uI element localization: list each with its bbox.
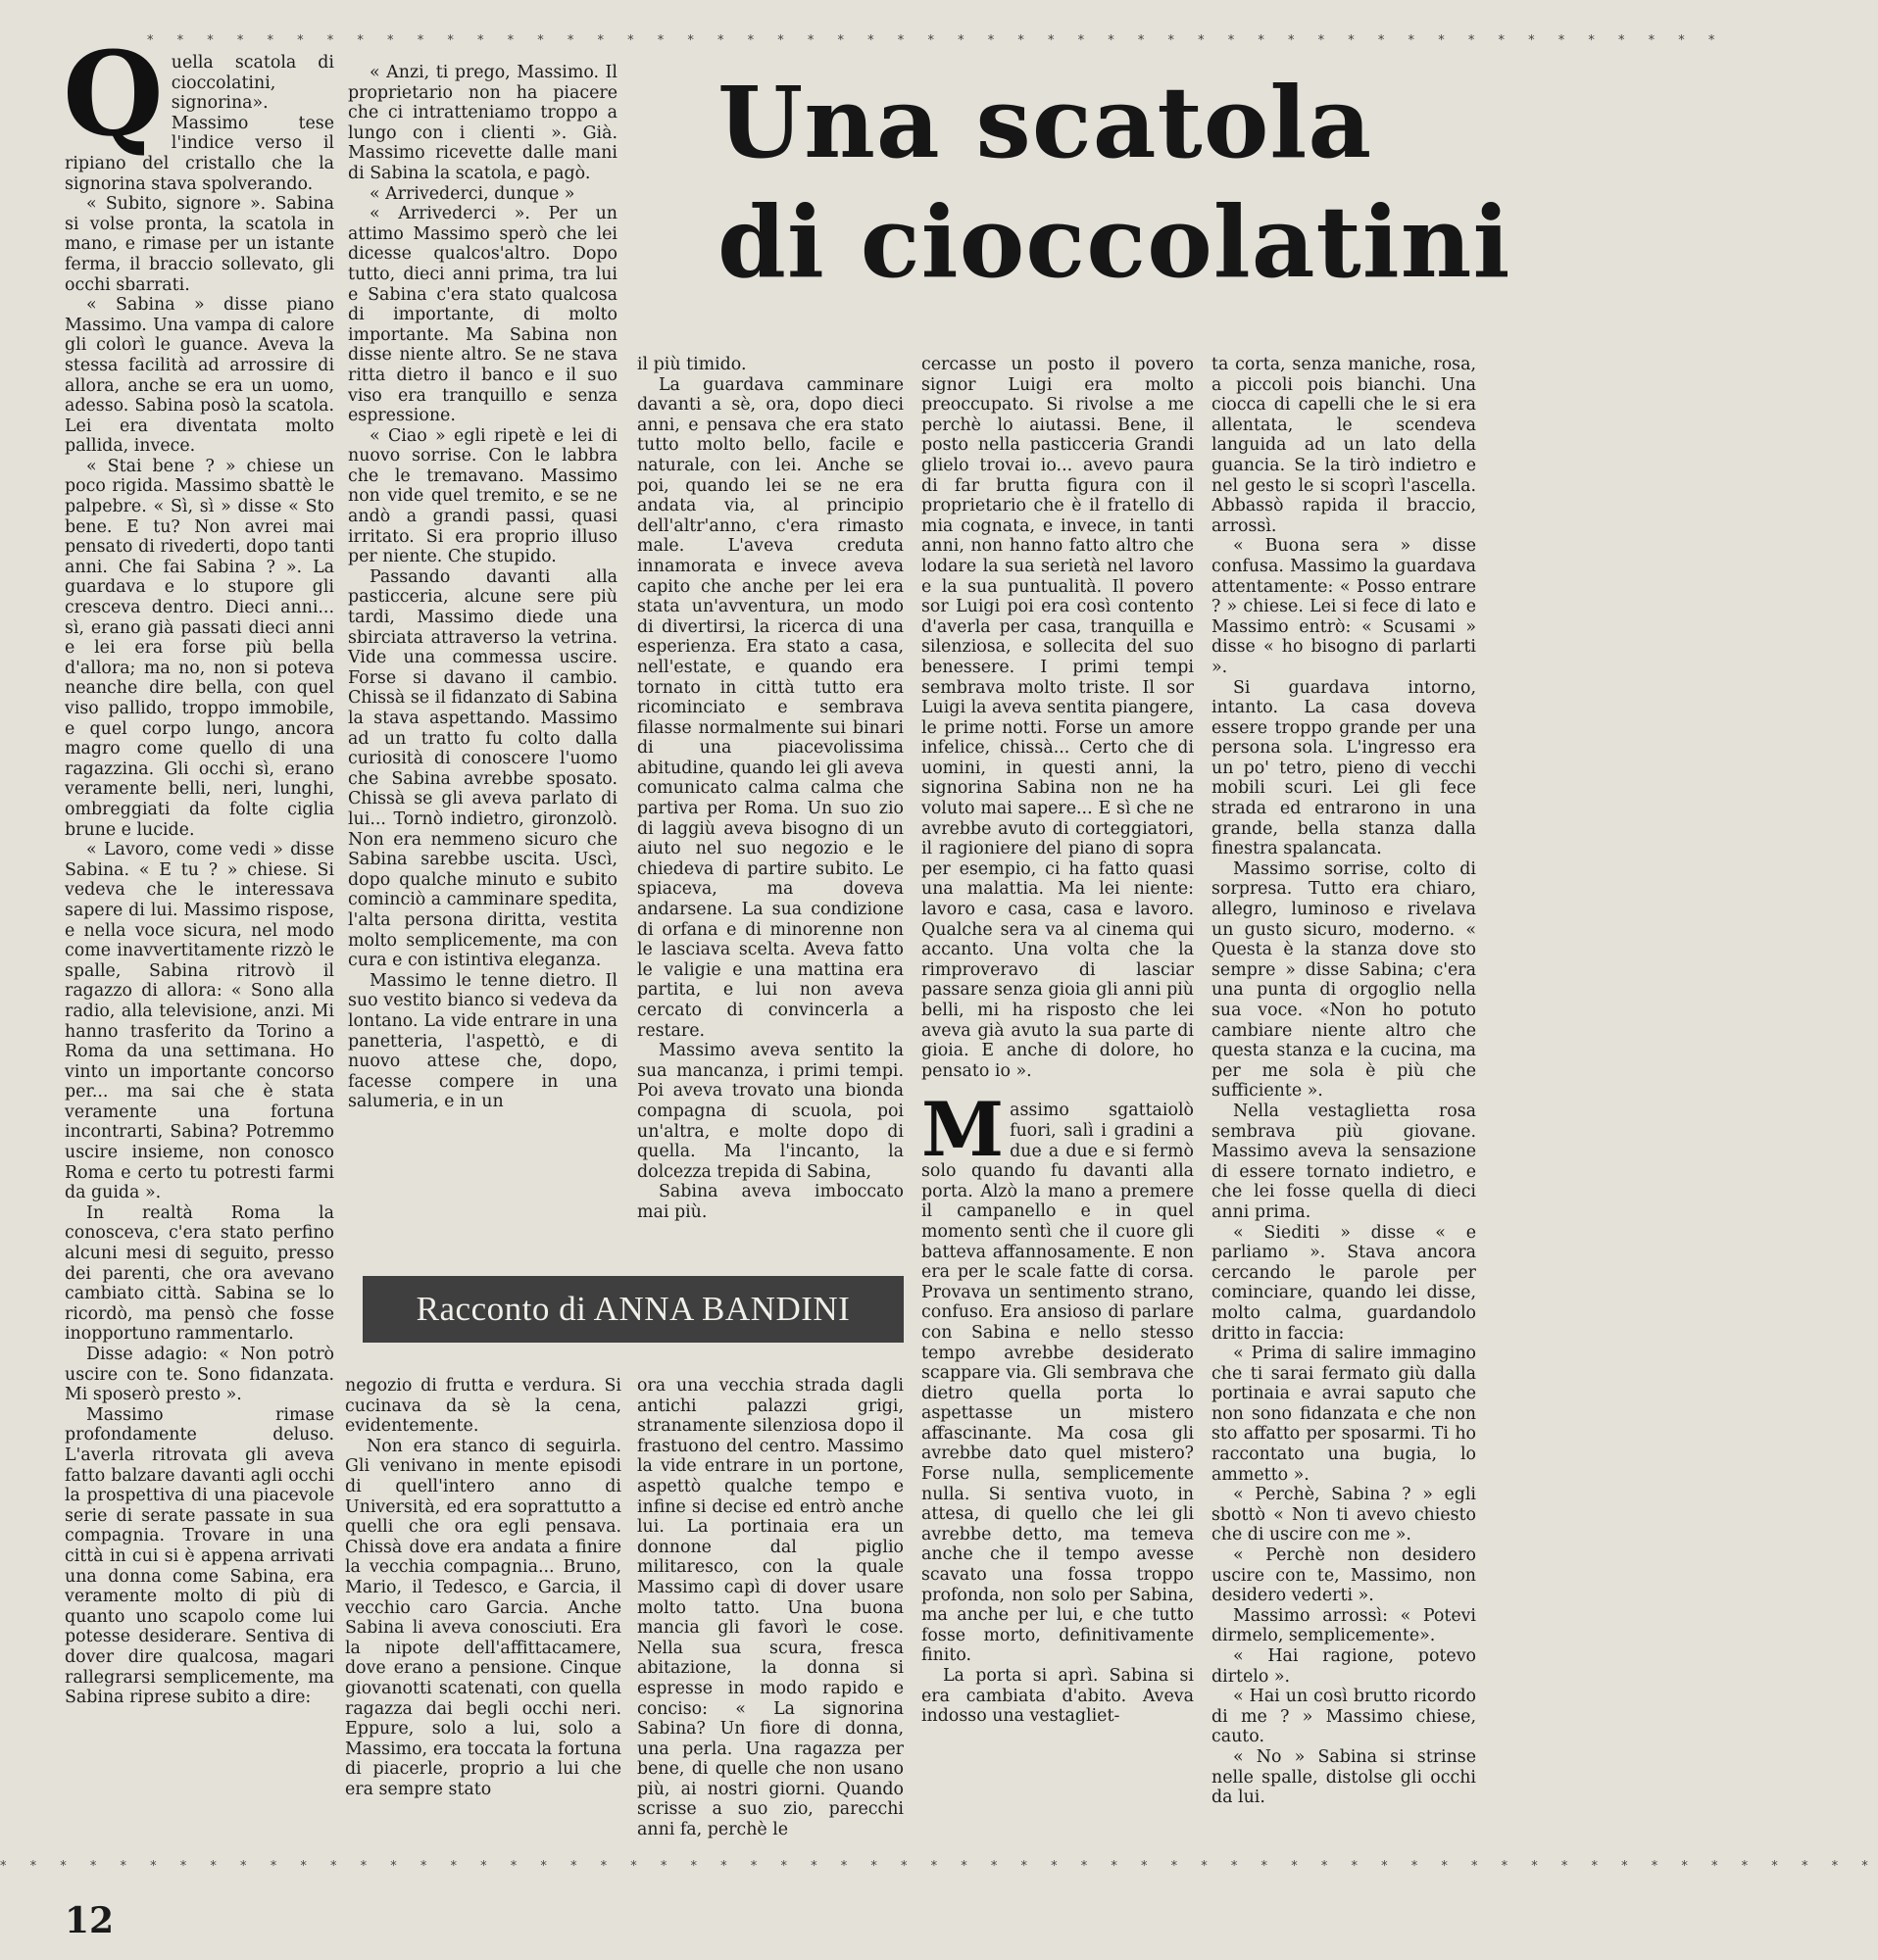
paragraph: ta corta, senza maniche, rosa, a piccoli pois bianchi. Una ciocca di capelli che le si era allentata, le scendeva languida ad un lato della guancia. Se la tirò indietro e nel gesto le si scoprì l'ascella. Abbassò rapida il braccio, arrossì. [1211,355,1476,536]
paragraph: « Arrivederci, dunque » [370,183,575,204]
paragraph: Massimo rimase profondamente deluso. L'averla ritrovata gli aveva fatto balzare davanti agli occhi la prospettiva di una piacevole serie di serate passate in sua compagnia. Trovare in una città in cui si è appena arrivati una donna come Sabina, era veramente molto di più di quanto uno scapolo come lui potesse desiderare. Sentiva di dover dire qualcosa, magari rallegrarsi semplicemente, ma Sabina riprese subito a dire: [65,1404,334,1708]
paragraph: Disse adagio: « Non potrò uscire con te. Sono fidanzata. Mi sposerò presto ». [65,1345,334,1405]
paragraph: Massimo arrossì: « Potevi dirmelo, semplicemente». [1211,1605,1476,1646]
column-4 [921,355,1194,1844]
paragraph: « Perchè, Sabina ? » egli sbottò « Non ti avevo chiesto che di uscire con me ». [1211,1485,1476,1545]
paragraph: Massimo le tenne dietro. Il suo vestito bianco si vedeva da lontano. La vide entrare in una panetteria, l'aspettò, e di nuovo attese che, dopo, facesse compere in una salumeria, e in un [348,970,618,1112]
paragraph: « Lavoro, come vedi » disse Sabina. « E tu ? » chiese. Si vedeva che le interessava sapere di lui. Massimo rispose, e nella voce sicura, nel modo come inavvertitamente rizzò le spalle, Sabina ritrovò il ragazzo di allora: « Sono alla radio, alla televisione, anzi. Mi hanno trasferito da Torino a Roma da una settimana. Ho vinto un importante concorso per... ma sai che è stata veramente una fortuna incontrarti, Sabina? Potremmo uscire insieme, non conosco Roma e certo tu potresti farmi da guida ». [65,840,334,1203]
paragraph: « No » Sabina si strinse nelle spalle, distolse gli occhi da lui. [1211,1746,1476,1808]
opening-paragraph: uella scatola di cioccolatini, signorina». Massimo tese l'indice verso il ripiano del cristallo che la signorina stava spolverando. [65,53,334,194]
paragraph: Si guardava intorno, intanto. La casa doveva essere troppo grande per una persona sola. L'ingresso era un po' tetro, pieno di vecchi mobili scuri. Lei gli fece strada ed entrarono in una grande, bella stanza dalla finestra spalancata. [1211,677,1476,859]
column-2-bottom [345,1376,621,1844]
paragraph: Non era stanco di seguirla. Gli venivano in mente episodi di quell'intero anno di Università, ed era soprattutto a quelli che ora egli pensava. Chissà dove era andata a finire la vecchia compagnia... Bruno, Mario, il Tedesco, e Garcia, il vecchio caro Garcia. Anche Sabina li aveva conosciuti. Era la nipote dell'affittacamere, dove erano a pensione. Cinque giovanotti scatenati, con quella ragazza dai begli occhi neri. Eppure, solo a lui, solo a Massimo, era toccata la fortuna di piacerle, proprio a lui che era sempre stato [345,1436,621,1799]
paragraph: Sabina aveva imboccato mai più. [637,1182,904,1222]
column-3-bottom [637,1376,904,1844]
page-number: 12 [65,1900,115,1941]
author-byline: Racconto di ANNA BANDINI [363,1276,904,1343]
decorative-star-border-bottom: * * * * * * * * * * * * * * * * * * * * * * * * * * * * * * * * * * * * * * * * * * * * * * * * * * * * * * * * * * * * * * * [0,1859,1878,1874]
column-2-top [348,63,618,1249]
decorative-star-border-top: * * * * * * * * * * * * * * * * * * * * * * * * * * * * * * * * * * * * * * * * * * * * * * * * * * * * * [147,33,1725,48]
paragraph: « Ciao » egli ripetè e lei di nuovo sorrise. Con le labbra che le tremavano. Massimo non vide quel tremito, e se ne andò a grandi passi, quasi irritato. Si era proprio illuso per niente. Che stupido. [348,425,618,567]
title-line-2: di cioccolatini [717,184,1511,300]
paragraph: In realtà Roma la conosceva, c'era stato perfino alcuni mesi di seguito, presso dei parenti, che ora avevano cambiato città. Sabina se lo ricordò, ma pensò che fosse inopportuno rammentarlo. [65,1202,334,1345]
paragraph: « Sabina » disse piano Massimo. Una vampa di calore gli colorì le guance. Aveva la stessa facilità ad arrossire di allora, anche se era un uomo, adesso. Sabina posò la scatola. Lei era diventata molto pallida, invece. [65,295,334,457]
column-5 [1211,355,1476,1844]
article-title [717,63,1511,302]
paragraph: « Subito, signore ». Sabina si volse pronta, la scatola in mano, e rimase per un istante ferma, il braccio sollevato, gli occhi sbarrati. [65,194,334,295]
paragraph: « Arrivederci ». Per un attimo Massimo sperò che lei dicesse qualcos'altro. Dopo tutto, dieci anni prima, tra lui e Sabina c'era stato qualcosa di importante, di molto importante. Ma Sabina non disse niente altro. Se ne stava ritta dietro il banco e il suo viso era tranquillo e senza espressione. [348,204,618,426]
drop-cap-q: Q [63,25,164,162]
paragraph: « Prima di salire immagino che ti sarai fermato giù dalla portinaia e avrai saputo che non sono fidanzata e che non sto affatto per sposarmi. Ti ho raccontato una bugia, lo ammetto ». [1211,1344,1476,1485]
column-1 [63,25,334,1837]
paragraph: « Siediti » disse « e parliamo ». Stava ancora cercando le parole per cominciare, quando lei disse, molto calma, guardandolo dritto in faccia: [1211,1222,1476,1344]
paragraph: La porta si aprì. Sabina si era cambiata d'abito. Aveva indosso una vestagliet- [921,1666,1194,1727]
drop-cap-m: M [921,1086,1005,1174]
paragraph: il più timido. [637,355,747,374]
title-line-1: Una scatola [717,65,1373,180]
section-opening-paragraph: assimo sgattaiolò fuori, salì i gradini a due a due e si fermò solo quando fu davanti alla porta. Alzò la mano a premere il campanello e in quel momento sentì che il cuore gli batteva affannosamente. E non era per le scale fatte di corsa. Provava un sentimento strano, confuso. Era ansioso di parlare con Sabina e nello stesso tempo avrebbe desiderato scappare via. Gli sembrava che dietro quella porta lo aspettasse un mistero affascinante. Ma cosa gli avrebbe dato quel mistero? Forse nulla, semplicemente nulla. Si sentiva vuoto, in attesa, di quello che lei gli avrebbe detto, ma temeva anche che il tempo avesse scavato una fossa troppo profonda, non solo per Sabina, ma anche per lui, e che tutto fosse morto, definitivamente finito. [921,1101,1194,1666]
paragraph: Massimo sorrise, colto di sorpresa. Tutto era chiaro, allegro, luminoso e rivelava un gusto sicuro, moderno. « Questa è la stanza dove sto sempre » disse Sabina; c'era una punta di orgoglio nella sua voce. «Non ho potuto cambiare niente altro che questa stanza e la cucina, ma per me sola è più che sufficiente ». [1211,858,1476,1102]
paragraph: « Hai ragione, potevo dirtelo ». [1211,1646,1476,1687]
paragraph: Massimo aveva sentito la sua mancanza, i primi tempi. Poi aveva trovato una bionda compagna di scuola, poi un'altra, e molte dopo di quella. Ma l'incanto, la dolcezza trepida di Sabina, [637,1041,904,1182]
paragraph: « Stai bene ? » chiese un poco rigida. Massimo sbattè le palpebre. « Sì, sì » disse « Sto bene. E tu? Non avrei mai pensato di rivederti, dopo tanti anni. Che fai Sabina ? ». La guardava e lo stupore gli cresceva dentro. Dieci anni... sì, erano già passati dieci anni e lei era forse più bella d'allora; ma no, non si poteva neanche dire bella, con quel viso pallido, troppo immobile, e quel corpo lungo, ancora magro come quello di una ragazzina. Gli occhi sì, erano veramente belli, neri, lunghi, ombreggiati da folte ciglia brune e lucide. [65,456,334,840]
paragraph: Passando davanti alla pasticceria, alcune sere più tardi, Massimo diede una sbirciata attraverso la vetrina. Vide una commessa uscire. Forse si davano il cambio. Chissà se il fidanzato di Sabina la stava aspettando. Massimo ad un tratto fu colto dalla curiosità di conoscere l'uomo che Sabina avrebbe sposato. Chissà se gli aveva parlato di lui... Tornò indietro, gironzolò. Non era nemmeno sicuro che Sabina sarebbe uscita. Uscì, dopo qualche minuto e subito cominciò a camminare spedita, l'alta persona diritta, vestita molto semplicemente, ma con cura e con istintiva eleganza. [348,566,618,971]
paragraph: ora una vecchia strada dagli antichi palazzi grigi, stranamente silenziosa dopo il frastuono del centro. Massimo la vide entrare in un portone, aspettò qualche tempo e infine si decise ed entrò anche lui. La portinaia era un donnone dal piglio militaresco, con la quale Massimo capì di dover usare molto tatto. Una buona mancia gli favorì le cose. Nella sua scura, fresca abitazione, la donna si espresse in modo rapido e conciso: « La signorina Sabina? Un fiore di donna, una perla. Una ragazza per bene, di quelle che non usano più, ai nostri giorni. Quando scrisse a suo zio, parecchi anni fa, perchè le [637,1376,904,1840]
paragraph: « Anzi, ti prego, Massimo. Il proprietario non ha piacere che ci intratteniamo troppo a lungo con i clienti ». Già. Massimo ricevette dalle mani di Sabina la scatola, e pagò. [348,63,618,183]
paragraph: negozio di frutta e verdura. Si cucinava da sè la cena, evidentemente. [345,1376,621,1437]
paragraph: La guardava camminare davanti a sè, ora, dopo dieci anni, e pensava che era stato tutto molto bello, facile e naturale, con lei. Anche se poi, quando lei se ne era andata via, al principio dell'altr'anno, c'era rimasto male. L'aveva creduta innamorata e invece aveva capito che anche per lei era stata un'avventura, un modo di divertirsi, la ricerca di una esperienza. Era stato a casa, nell'estate, e quando era tornato in città tutto era ricominciato e sembrava filasse normalmente sui binari di una piacevolissima abitudine, quando lei gli aveva comunicato calma calma che partiva per Roma. Un suo zio di laggiù aveva bisogno di un aiuto nel suo negozio e le chiedeva di partire subito. Le spiaceva, ma doveva andarsene. La sua condizione di orfana e di minorenne non le lasciava scelta. Aveva fatto le valigie e una mattina era partita, e lui non aveva cercato di convincerla a restare. [637,374,904,1041]
column-3-top [637,355,904,1237]
paragraph: « Buona sera » disse confusa. Massimo la guardava attentamente: « Posso entrare ? » chiese. Lei si fece di lato e Massimo entrò: « Scusami » disse « ho bisogno di parlarti ». [1211,536,1476,677]
paragraph: « Hai un così brutto ricordo di me ? » Massimo chiese, cauto. [1211,1687,1476,1747]
paragraph: cercasse un posto il povero signor Luigi era molto preoccupato. Si rivolse a me perchè lo aiutassi. Bene, il posto nella pasticceria Grandi glielo trovai io... avevo paura di far brutta figura con il proprietario che è il fratello di mia cognata, e invece, in tanti anni, non hanno fatto altro che lodare la sua serietà nel lavoro e la sua puntualità. Il povero sor Luigi poi era così contento d'averla per casa, tranquilla e silenziosa, e sollecita del suo benessere. I primi tempi sembrava molto triste. Il sor Luigi la aveva sentita piangere, le prime notti. Forse un amore infelice, chissà... Certo che di uomini, in questi anni, la signorina Sabina non ne ha voluto mai sapere... E sì che ne avrebbe avuto di corteggiatori, il ragioniere del piano di sopra per esempio, ci ha fatto quasi una malattia. Ma lei niente: lavoro e casa, casa e lavoro. Qualche sera va al cinema qui accanto. Una volta che la rimproveravo di lasciar passare senza gioia gli anni più belli, mi ha risposto che lei aveva già avuto la sua parte di gioia. E anche di dolore, ho pensato io ». [921,355,1194,1081]
paragraph: Nella vestaglietta rosa sembrava più giovane. Massimo aveva la sensazione di essere tornato indietro, e che lei fosse quella di dieci anni prima. [1211,1101,1476,1222]
paragraph: « Perchè non desidero uscire con te, Massimo, non desidero vederti ». [1211,1545,1476,1606]
